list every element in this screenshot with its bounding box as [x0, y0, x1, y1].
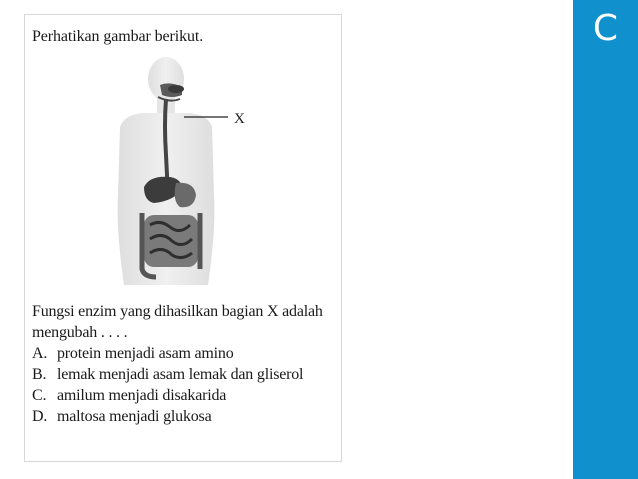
option-c-letter: C.	[32, 387, 47, 404]
option-d	[32, 406, 338, 427]
option-d-text: maltosa menjadi glukosa	[57, 408, 212, 425]
option-b-letter: B.	[32, 366, 47, 383]
option-b-text: lemak menjadi asam lemak dan gliserol	[57, 366, 304, 383]
option-b	[32, 364, 338, 385]
option-a-letter: A.	[32, 345, 48, 362]
question-stem-line2: mengubah . . . .	[32, 324, 128, 341]
option-a-text: protein menjadi asam amino	[57, 345, 234, 362]
figure-label-x: X	[234, 111, 245, 127]
question-card	[24, 14, 342, 462]
option-a	[32, 343, 338, 364]
question-intro: Perhatikan gambar berikut.	[32, 28, 204, 45]
answer-letter: C	[592, 8, 619, 49]
option-c	[32, 385, 338, 406]
option-d-letter: D.	[32, 408, 48, 425]
digestive-system-figure	[110, 55, 250, 295]
option-c-text: amilum menjadi disakarida	[57, 387, 227, 404]
answer-panel	[573, 0, 638, 479]
question-body	[32, 301, 338, 427]
question-stem-line1: Fungsi enzim yang dihasilkan bagian X adalah	[32, 303, 323, 320]
